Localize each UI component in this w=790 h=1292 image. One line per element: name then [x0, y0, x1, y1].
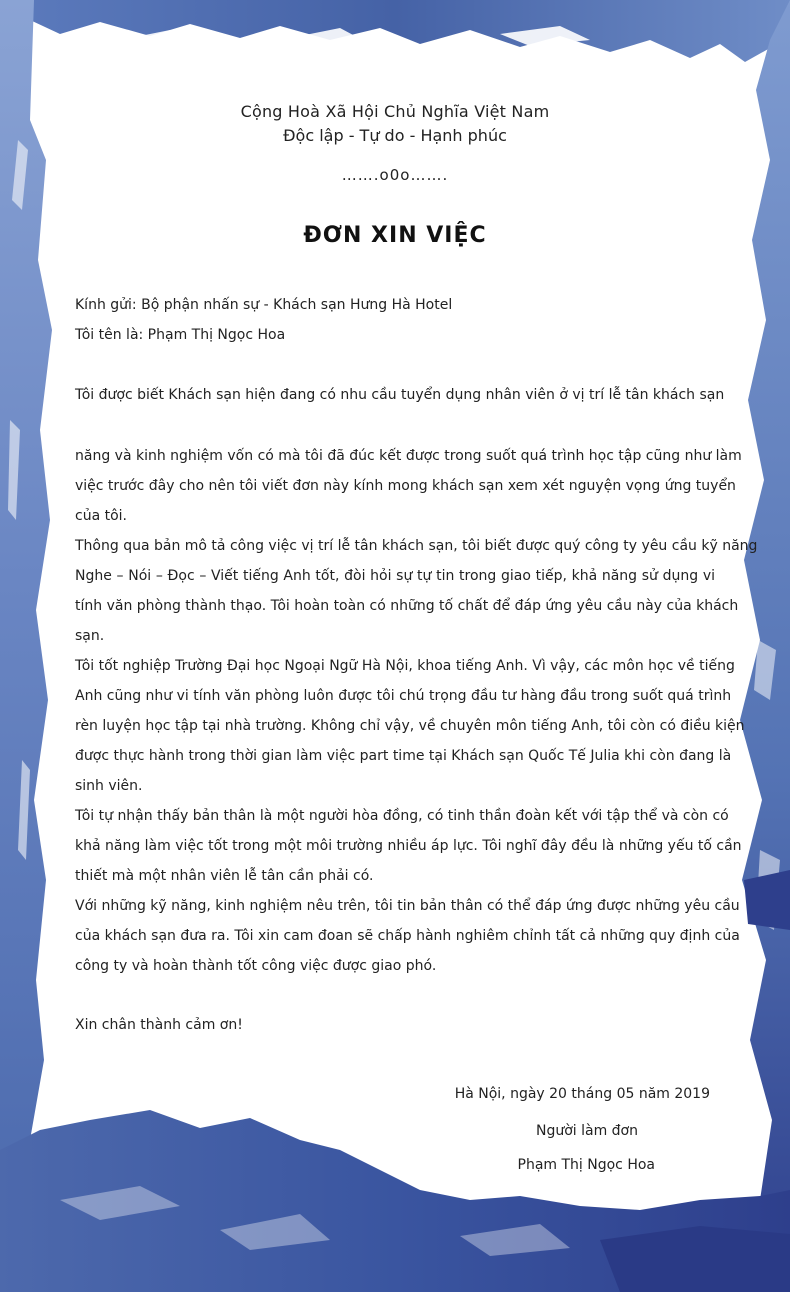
body-line: thiết mà một nhân viên lễ tân cần phải có. [75, 868, 374, 884]
body-line: công ty và hoàn thành tốt công việc được giao phó. [75, 958, 437, 974]
header-divider: …….o0o……. [341, 166, 449, 184]
body-line: tính văn phòng thành thạo. Tôi hoàn toàn có những tố chất để đáp ứng yêu cầu này của khách [75, 598, 739, 614]
signer-name: Phạm Thị Ngọc Hoa [517, 1157, 655, 1173]
national-motto: Độc lập - Tự do - Hạnh phúc [283, 126, 507, 145]
body-line: năng và kinh nghiệm vốn có mà tôi đã đúc kết được trong suốt quá trình học tập cũng như làm [75, 448, 742, 464]
place-date: Hà Nội, ngày 20 tháng 05 năm 2019 [454, 1086, 710, 1102]
body-line: của tôi. [75, 508, 127, 524]
body-line: Thông qua bản mô tả công việc vị trí lễ tân khách sạn, tôi biết được quý công ty yêu cầu kỹ năng [75, 538, 758, 554]
signer-role: Người làm đơn [535, 1123, 638, 1139]
body-line: Tôi tự nhận thấy bản thân là một người hòa đồng, có tinh thần đoàn kết với tập thể và còn có [75, 808, 729, 824]
body-line: được thực hành trong thời gian làm việc part time tại Khách sạn Quốc Tế Julia khi còn đang là [75, 748, 732, 764]
body-line: sạn. [75, 628, 105, 644]
body-line: của khách sạn đưa ra. Tôi xin cam đoan sẽ chấp hành nghiêm chỉnh tất cả những quy định của [75, 928, 740, 944]
body-line: Nghe – Nói – Đọc – Viết tiếng Anh tốt, đòi hỏi sự tự tin trong giao tiếp, khả năng sử dụng vi [75, 568, 715, 584]
body-line: khả năng làm việc tốt trong một môi trường nhiều áp lực. Tôi nghĩ đây đều là những yếu tố cần [75, 838, 742, 854]
body-line: Với những kỹ năng, kinh nghiệm nêu trên, tôi tin bản thân có thể đáp ứng được những yêu cầu [75, 898, 740, 914]
recipient-line: Kính gửi: Bộ phận nhấn sự - Khách sạn Hưng Hà Hotel [75, 297, 453, 313]
body-line: việc trước đây cho nên tôi viết đơn này kính mong khách sạn xem xét nguyện vọng ứng tuyển [75, 478, 736, 494]
body-line: Tôi tốt nghiệp Trường Đại học Ngoại Ngữ Hà Nội, khoa tiếng Anh. Vì vậy, các môn học về tiếng [75, 658, 735, 674]
document-title: ĐƠN XIN VIỆC [303, 223, 487, 248]
body-line: sinh viên. [75, 778, 143, 794]
closing-line: Xin chân thành cảm ơn! [75, 1017, 243, 1033]
applicant-name-line: Tôi tên là: Phạm Thị Ngọc Hoa [75, 327, 286, 343]
national-title: Cộng Hoà Xã Hội Chủ Nghĩa Việt Nam [240, 102, 550, 121]
body-line: Tôi được biết Khách sạn hiện đang có nhu cầu tuyển dụng nhân viên ở vị trí lễ tân khách sạn [75, 387, 725, 403]
body-line: rèn luyện học tập tại nhà trường. Không chỉ vậy, về chuyên môn tiếng Anh, tôi còn có điều kiện [75, 718, 745, 734]
body-line: Anh cũng như vi tính văn phòng luôn được tôi chú trọng đầu tư hàng đầu trong suốt quá trình [75, 688, 732, 704]
